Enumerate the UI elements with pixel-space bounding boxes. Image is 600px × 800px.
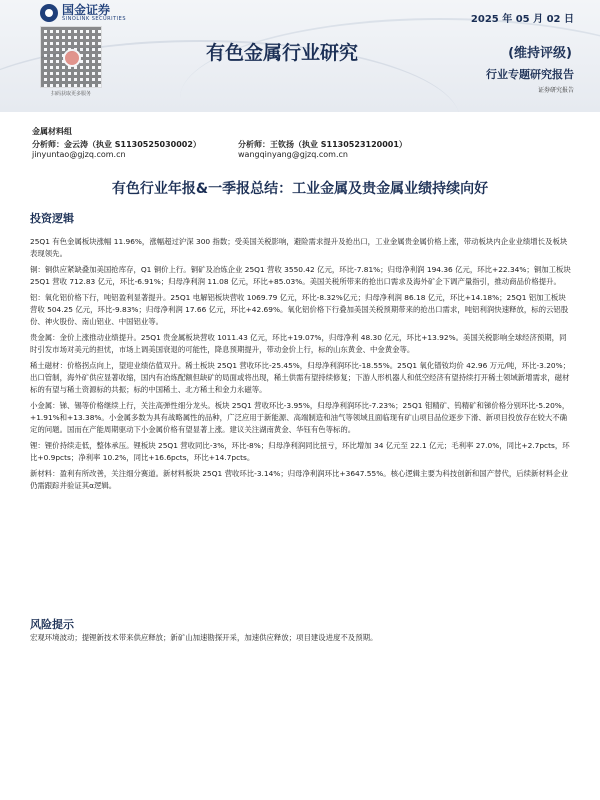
analyst-2-email[interactable]: wangqinyang@gjzq.com.cn <box>238 150 348 159</box>
report-headline: 有色行业年报&一季报总结：工业金属及贵金属业绩持续向好 <box>111 181 489 197</box>
decorative-arc <box>180 18 600 112</box>
logic-body <box>30 236 572 496</box>
risk-text: 宏观环境波动；提锂新技术带来供应释放；新矿山加速勘探开采，加速供应释放；项目建设进度不及预期。 <box>30 633 378 642</box>
company-logo <box>40 4 126 22</box>
analyst-2: 分析师：王钦扬（执业 S1130523120001） <box>238 140 407 149</box>
qr-caption: 扫码获取更多服务 <box>50 91 91 97</box>
paragraph-precious-metals: 贵金属：金价上涨推动业绩提升。25Q1 贵金属板块营收 1011.43 亿元，环比+19.07%，归母净利 48.30 亿元，环比+13.92%。美国关税影响全球经济预期，同时引发市场对美元的担忧，市场上调美国衰退的可能性，降息预期提升，带动金价上行，标的山东黄金、中金黄金等。 <box>30 333 567 354</box>
report-date: 2025 年 05 月 02 日 <box>470 14 574 25</box>
paragraph-minor-metals: 小金属：锑、锡等价格继续上行，关注高弹性细分龙头。板块 25Q1 营收环比-3.95%，归母净利润环比-7.23%；25Q1 钼精矿、钨精矿和锑价格分别环比-5.20%，+1.91%和+13.38%。小金属多数为具有战略属性的品种，广泛应用于新能源、高端制造和油气等领域且面临现有矿山项目品位逐步下滑、新项目投放存在较大不确定的问题。国而在产能周期驱动下小金属价格有望显著上涨。建议关注湖南黄金、华钰有色等标的。 <box>30 401 570 434</box>
section-title-logic: 投资逻辑 <box>30 212 74 225</box>
report-tag: 证券研究报告 <box>537 87 574 94</box>
analyst-1: 分析师：金云涛（执业 S1130525030002） <box>32 140 201 149</box>
analyst-1-email[interactable]: jinyuntao@gjzq.com.cn <box>32 150 126 159</box>
analyst-group: 金属材料组 <box>32 127 72 136</box>
rating-label: (维持评级) <box>508 46 572 61</box>
logo-icon <box>40 4 58 22</box>
report-type: 行业专题研究报告 <box>486 68 574 81</box>
paragraph-copper: 铜：铜供应紧缺叠加美国抢库存，Q1 铜价上行。铜矿及冶炼企业 25Q1 营收 3550.42 亿元，环比-7.81%；归母净利润 194.36 亿元，环比+22.34%；铜加工板块 25Q1 营收 712.83 亿元，环比-6.91%；归母净利润 11.08 亿元，环比+85.03%。美国关税所带来的抢出口需求及海外矿企下调产量指引，推动商品价格提升。 <box>30 265 571 286</box>
logo-text-en: SINOLINK SECURITIES <box>62 16 126 22</box>
report-banner <box>0 0 600 112</box>
paragraph-aluminum: 铝：氧化铝价格下行，吨铝盈利显著提升。25Q1 电解铝板块营收 1069.79 亿元，环比-8.32%亿元；归母净利润 86.18 亿元，环比+14.18%；25Q1 铝加工板块营收 504.25 亿元，环比-9.83%；归母净利润 17.66 亿元，环比+42.69%。氧化铝价格下行叠加美国关税预期带来的抢出口需求，吨铝利润快速释放，标的云铝股份、神火股份、南山铝业、中国铝业等。 <box>30 293 569 326</box>
paragraph-rare-earth: 稀土磁材：价格拐点向上，望迎业绩估值双升。稀土板块 25Q1 营收环比-25.45%，归母净利润环比-18.55%。25Q1 氧化镨钕均价 42.96 万元/吨，环比-3.20%；出口管制，海外矿供应显著收缩，国内有冶炼配额但缺矿的局面或将出现，稀土供需有望持续修复；下游人形机器人和低空经济有望持续打开稀土领域新增需求，磁材标的有望与稀土资源标的共振；标的中国稀土、北方稀土和金力永磁等。 <box>30 361 571 394</box>
qr-code-icon <box>40 26 102 88</box>
paragraph-lithium: 锂：锂价持续走低，整体承压。锂板块 25Q1 营收同比-3%，环比-8%；归母净利润同比扭亏，环比增加 34 亿元至 22.1 亿元；毛利率 27.0%，同比+2.7pcts，环比+0.9pcts；净利率 10.2%，同比+16.6pcts，环比+14.7pcts。 <box>30 441 570 462</box>
analyst-info <box>32 126 572 159</box>
logo-text-cn: 国金证券 <box>62 3 111 17</box>
qr-center-logo <box>63 49 81 67</box>
report-title: 有色金属行业研究 <box>206 42 359 64</box>
section-title-risk: 风险提示 <box>30 618 74 631</box>
paragraph-summary: 25Q1 有色金属板块涨幅 11.96%，涨幅超过沪深 300 指数；受美国关税影响，避险需求提升及抢出口，工业金属贵金属价格上涨，带动板块内企业业绩增长及板块表现领先。 <box>30 237 568 258</box>
paragraph-new-materials: 新材料：盈利有所改善，关注细分赛道。新材料板块 25Q1 营收环比-3.14%；归母净利润环比+3647.55%。核心逻辑主要为科技创新和国产替代，后续新材料企业仍需跟踪并验证其α逻辑。 <box>30 469 568 490</box>
qr-code-block <box>40 26 110 96</box>
